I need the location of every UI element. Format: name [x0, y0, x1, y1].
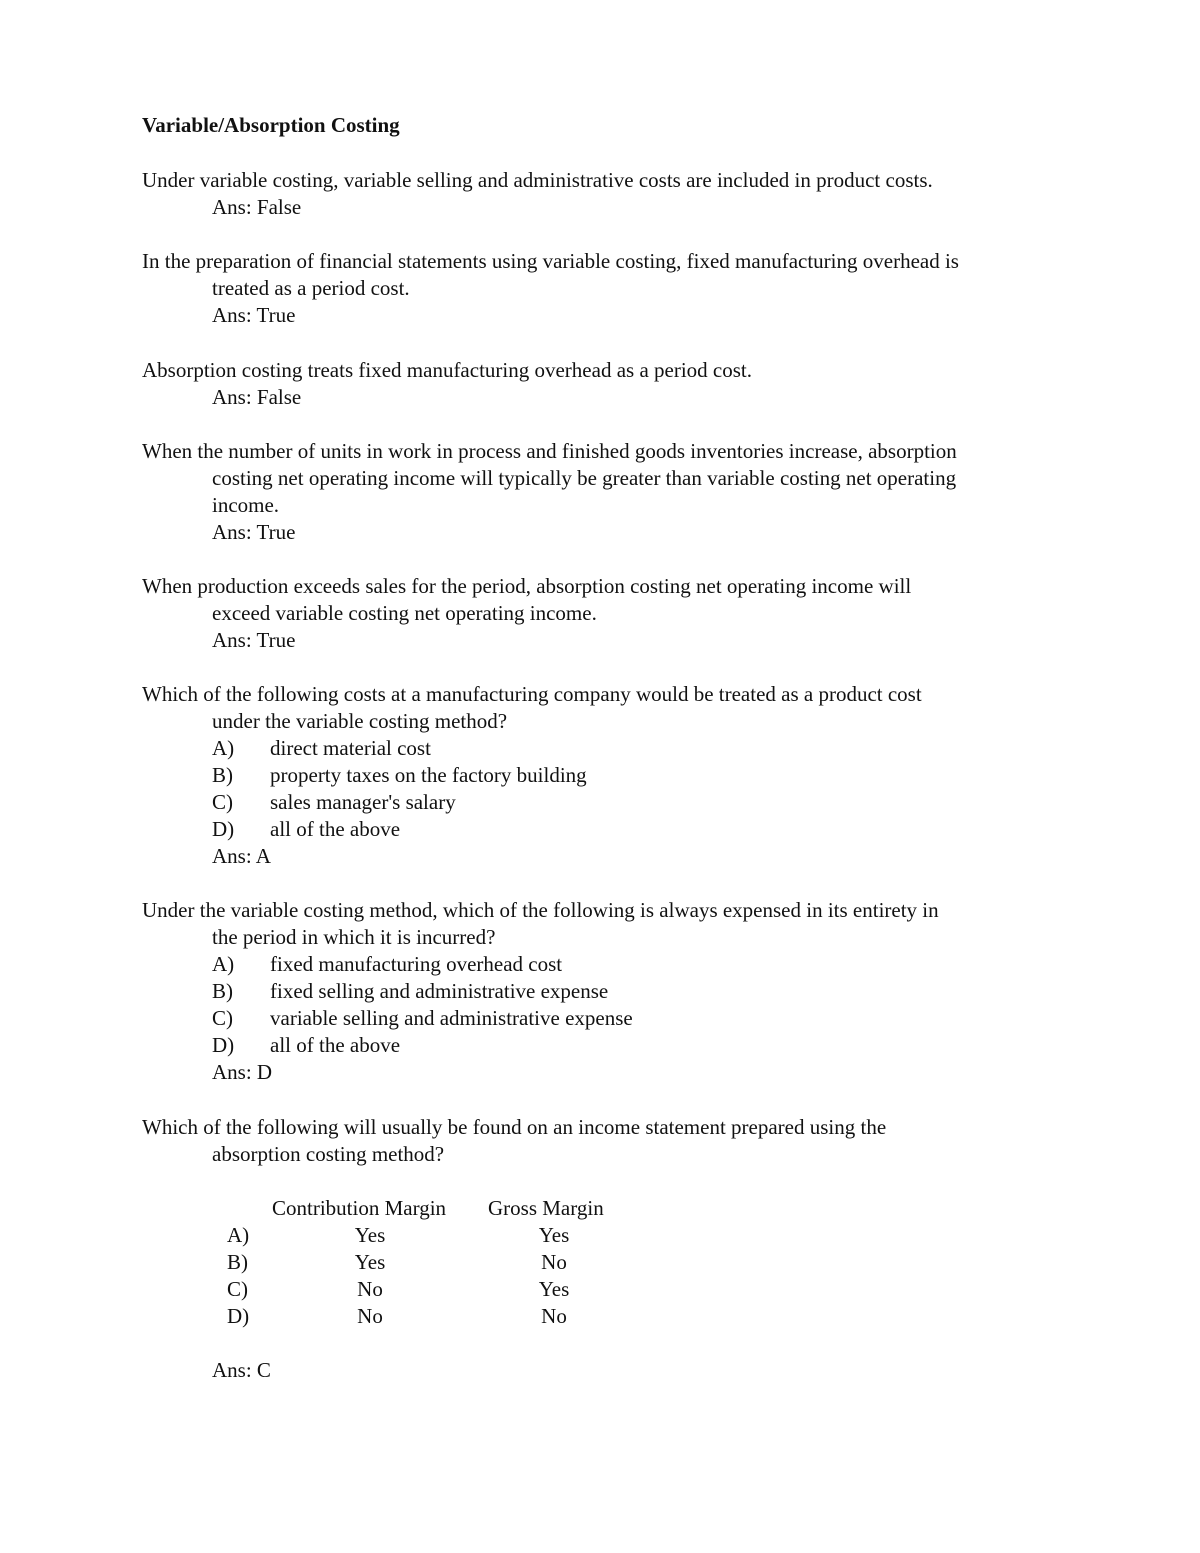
- question-8-line-1: Which of the following will usually be found on an income statement prepared using the: [142, 1115, 887, 1139]
- table-cell-contribution-margin: Yes: [354, 1223, 386, 1247]
- question-8-answer: Ans: C: [212, 1358, 271, 1382]
- table-cell-gross-margin: No: [541, 1304, 567, 1328]
- question-4-line-2: costing net operating income will typically be greater than variable costing net operating: [212, 466, 957, 490]
- question-1-answer: Ans: False: [212, 195, 302, 219]
- question-4-answer: Ans: True: [212, 520, 296, 544]
- question-6-answer: Ans: A: [212, 844, 271, 868]
- question-6-option-letter: D): [212, 817, 235, 841]
- question-7-option-letter: C): [212, 1006, 233, 1030]
- question-4-line-3: income.: [212, 493, 280, 517]
- question-7-option-letter: B): [212, 979, 233, 1003]
- question-1-text: Under variable costing, variable selling and administrative costs are included in product costs.: [142, 168, 933, 192]
- question-7-option-text: variable selling and administrative expense: [270, 1006, 633, 1030]
- question-5-line-2: exceed variable costing net operating income.: [212, 601, 597, 625]
- question-7-option-letter: A): [212, 952, 235, 976]
- question-4-line-1: When the number of units in work in process and finished goods inventories increase, absorption: [142, 439, 957, 463]
- table-cell-contribution-margin: Yes: [354, 1250, 386, 1274]
- question-3-answer: Ans: False: [212, 385, 302, 409]
- table-row-letter: D): [227, 1304, 250, 1328]
- question-3-text: Absorption costing treats fixed manufacturing overhead as a period cost.: [142, 358, 752, 382]
- question-6-option-text: property taxes on the factory building: [270, 763, 587, 787]
- table-cell-contribution-margin: No: [357, 1277, 383, 1301]
- question-7-option-text: fixed selling and administrative expense: [270, 979, 609, 1003]
- question-2-line-1: In the preparation of financial statements using variable costing, fixed manufacturing overhead is: [142, 249, 959, 273]
- question-6-option-letter: B): [212, 763, 233, 787]
- question-6-line-1: Which of the following costs at a manufacturing company would be treated as a product cost: [142, 682, 922, 706]
- question-7-answer: Ans: D: [212, 1060, 273, 1084]
- question-6-option-letter: A): [212, 736, 235, 760]
- table-cell-gross-margin: Yes: [538, 1223, 570, 1247]
- table-row-letter: B): [227, 1250, 248, 1274]
- table-header-contribution-margin: Contribution Margin: [272, 1196, 447, 1220]
- table-cell-gross-margin: Yes: [538, 1277, 570, 1301]
- question-7-line-2: the period in which it is incurred?: [212, 925, 496, 949]
- question-5-answer: Ans: True: [212, 628, 296, 652]
- question-7-option-text: all of the above: [270, 1033, 401, 1057]
- question-2-answer: Ans: True: [212, 303, 296, 327]
- question-6-option-text: all of the above: [270, 817, 401, 841]
- question-5-line-1: When production exceeds sales for the period, absorption costing net operating income will: [142, 574, 912, 598]
- table-header-gross-margin: Gross Margin: [488, 1196, 604, 1220]
- question-6-option-letter: C): [212, 790, 233, 814]
- question-7-option-text: fixed manufacturing overhead cost: [270, 952, 563, 976]
- question-7-line-1: Under the variable costing method, which of the following is always expensed in its entirety in: [142, 898, 939, 922]
- question-8-line-2: absorption costing method?: [212, 1142, 445, 1166]
- question-6-option-text: direct material cost: [270, 736, 431, 760]
- table-cell-contribution-margin: No: [357, 1304, 383, 1328]
- question-6-line-2: under the variable costing method?: [212, 709, 508, 733]
- question-6-option-text: sales manager's salary: [270, 790, 456, 814]
- table-row-letter: C): [227, 1277, 248, 1301]
- question-7-option-letter: D): [212, 1033, 235, 1057]
- page-title: Variable/Absorption Costing: [142, 113, 400, 137]
- table-cell-gross-margin: No: [541, 1250, 567, 1274]
- question-2-line-2: treated as a period cost.: [212, 276, 410, 300]
- table-row-letter: A): [227, 1223, 250, 1247]
